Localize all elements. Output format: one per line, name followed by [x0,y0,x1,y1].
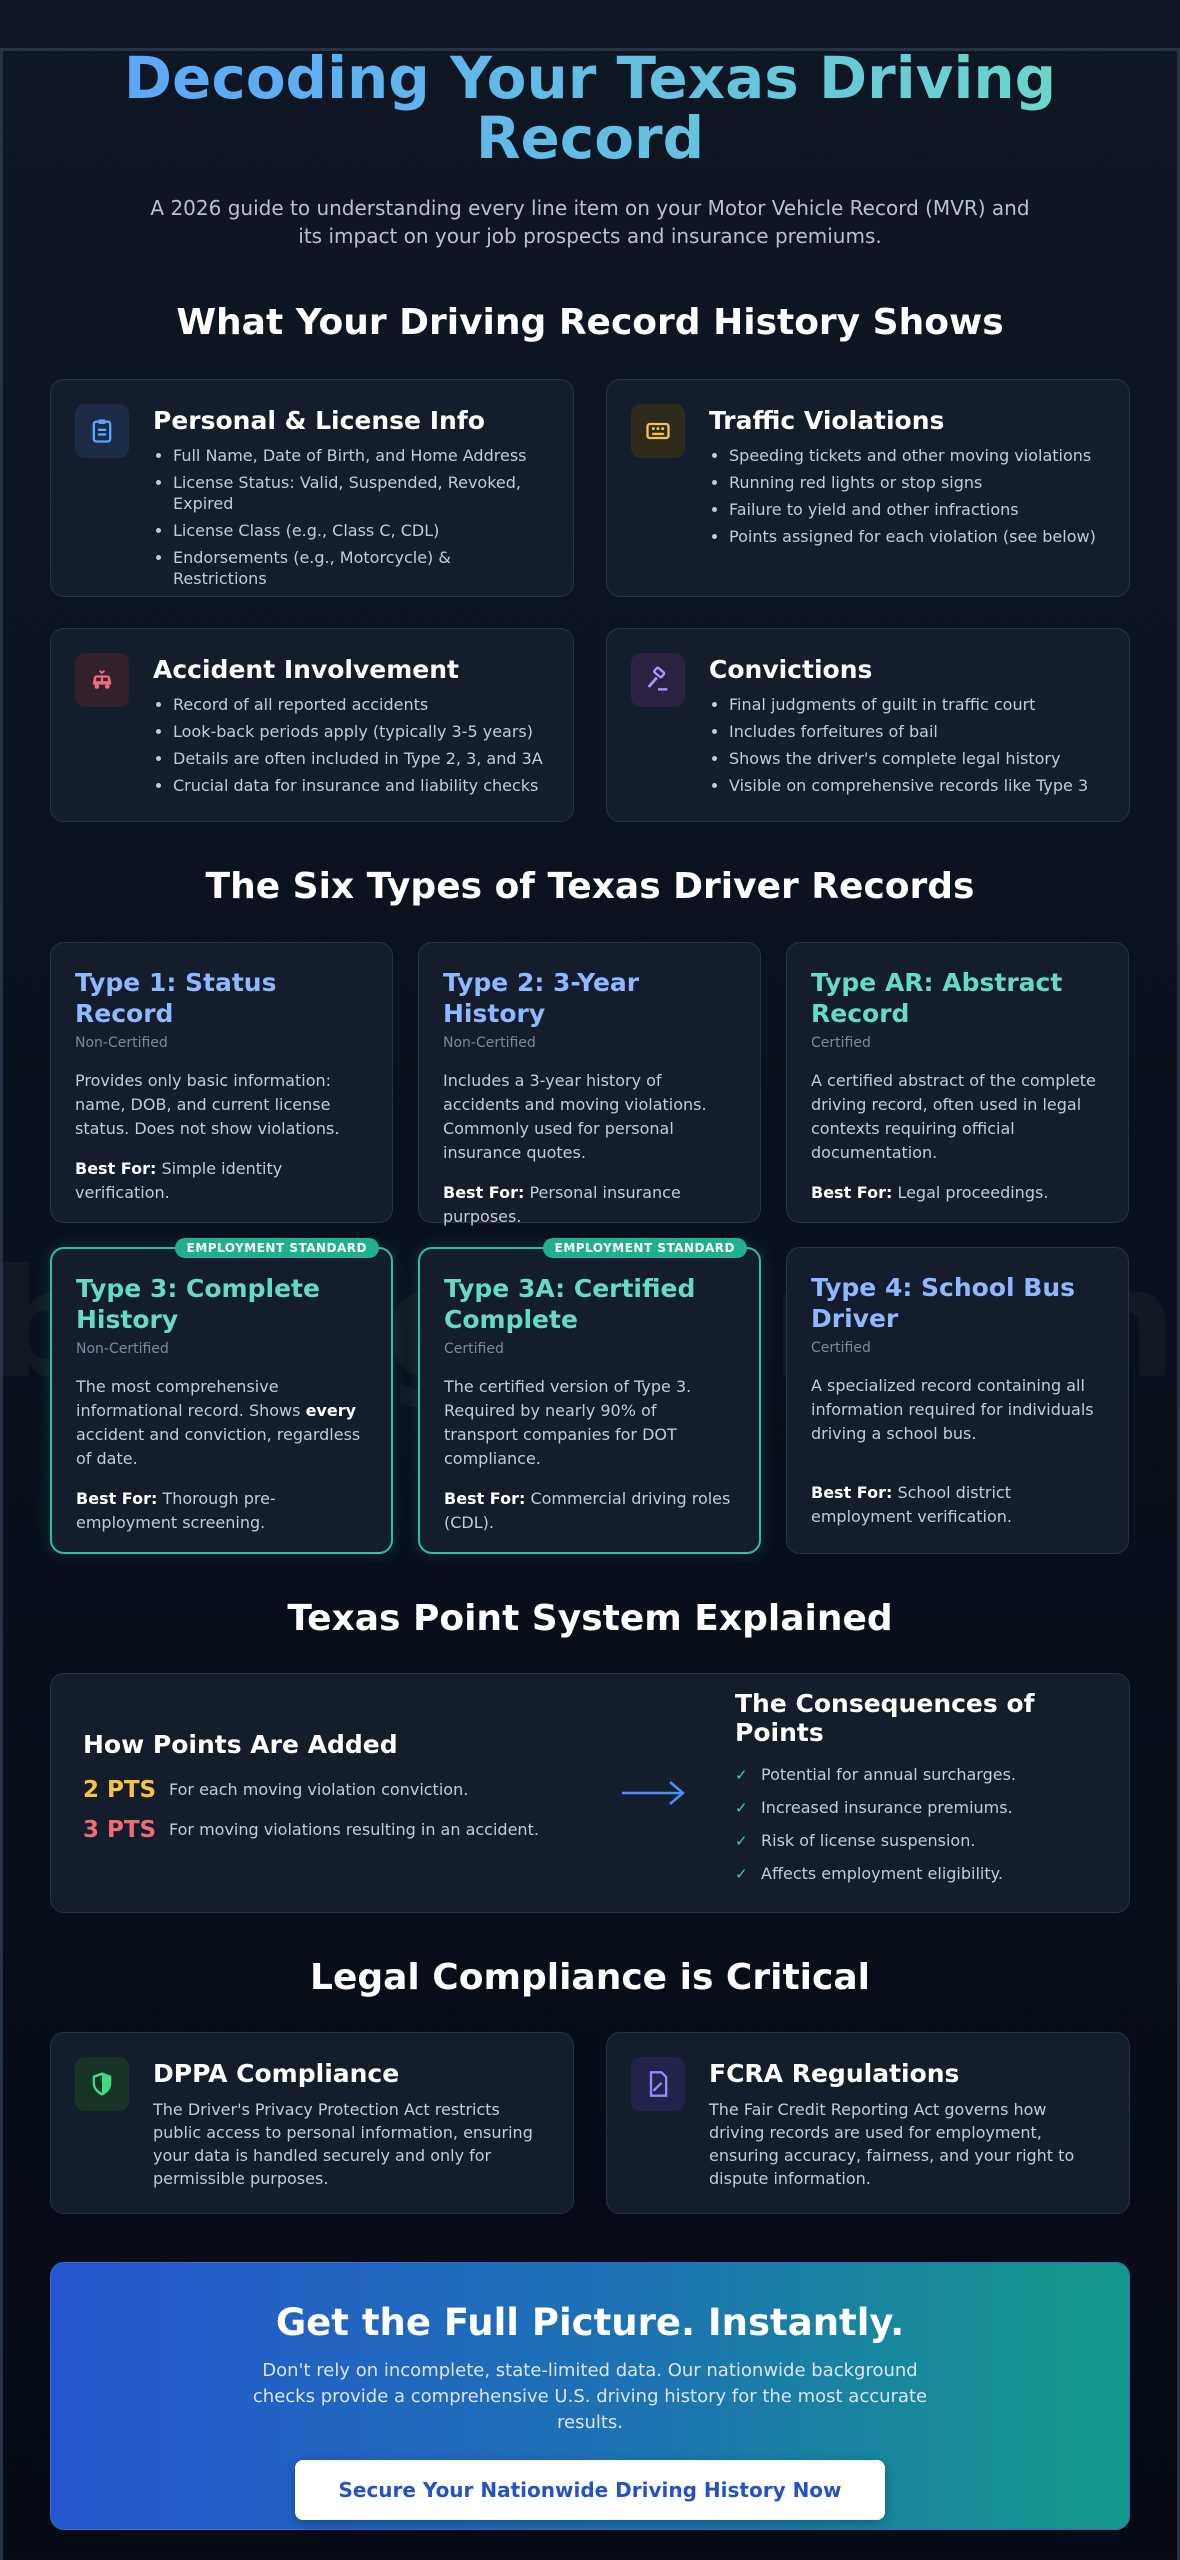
points-value: 2 PTS [83,1776,157,1803]
best-for-value: Simple identity verification. [75,1159,283,1202]
points-added-panel [83,1730,593,1857]
consequence-text: Risk of license suspension. [761,1831,976,1850]
page-container [50,44,1130,2530]
history-grid [50,379,1130,822]
convictions-card [606,628,1130,822]
legal-section-title: Legal Compliance is Critical [310,1957,870,1998]
types-section-title: The Six Types of Texas Driver Records [205,866,975,907]
type-4-title: Type 4: School Bus Driver [811,1273,1076,1333]
points-description: For each moving violation conviction. [169,1780,469,1799]
consequences-panel [713,1689,1097,1897]
car-crash-icon [75,653,129,707]
list-item: • Visible on comprehensive records like Type 3 [729,775,1088,796]
type-3-card [50,1241,393,1554]
best-for-value: Legal proceedings. [897,1183,1049,1202]
best-for-value: Personal insurance purposes. [443,1183,681,1226]
list-item: • Full Name, Date of Birth, and Home Address [173,445,549,466]
points-added-title: How Points Are Added [83,1729,398,1759]
list-item: • Record of all reported accidents [173,694,543,715]
personal-license-list [153,445,549,589]
list-item: • Running red lights or stop signs [729,472,1096,493]
consequence-item [735,1864,1097,1883]
type-1-card [50,942,393,1223]
personal-license-title: Personal & License Info [153,406,485,435]
arrow-right-icon [593,1779,713,1807]
type-2-description: Includes a 3-year history of accidents and moving violations. Commonly used for personal insurance quotes. [443,1071,707,1162]
type-2-best-for [443,1181,736,1229]
type-3-certification: Non-Certified [76,1341,169,1357]
type-ar-certification: Certified [811,1035,871,1051]
secure-driving-history-button[interactable]: Secure Your Nationwide Driving History Now [295,2460,885,2520]
best-for-label: Best For: [75,1159,157,1178]
list-item: • Speeding tickets and other moving violations [729,445,1096,466]
consequence-text: Potential for annual surcharges. [761,1765,1016,1784]
consequence-item [735,1831,1097,1850]
type-3a-description: The certified version of Type 3. Required by nearly 90% of transport companies for DOT compliance. [444,1377,692,1468]
type-3a-title: Type 3A: Certified Complete [444,1274,696,1334]
type-4-best-for [811,1481,1104,1529]
dppa-card [50,2032,574,2214]
points-description: For moving violations resulting in an accident. [169,1820,539,1839]
types-grid [50,942,1130,1554]
fcra-description: The Fair Credit Reporting Act governs how driving records are used for employment, ensuring accuracy, fairness, and your right to dispute information. [709,2100,1075,2188]
best-for-label: Best For: [76,1489,158,1508]
list-item: • Look-back periods apply (typically 3-5 years) [173,721,543,742]
best-for-label: Best For: [811,1183,893,1202]
list-item: • Failure to yield and other infractions [729,499,1096,520]
type-1-description: Provides only basic information: name, DOB, and current license status. Does not show violations. [75,1071,340,1138]
type-1-best-for [75,1157,368,1205]
list-item: • Includes forfeitures of bail [729,721,1088,742]
page-title: Decoding Your Texas Driving Record [50,48,1130,168]
list-item: • Shows the driver's complete legal history [729,748,1088,769]
history-section-title: What Your Driving Record History Shows [176,302,1004,343]
best-for-value: Commercial driving roles (CDL). [444,1489,731,1532]
clipboard-icon [75,404,129,458]
check-icon: ✓ [735,1864,748,1883]
type-ar-description: A certified abstract of the complete driving record, often used in legal contexts requiring official documentation. [811,1071,1096,1162]
accident-involvement-list [153,694,543,796]
type-2-title: Type 2: 3-Year History [443,968,640,1028]
desc-emphasis: every [305,1401,357,1420]
type-3-best-for [76,1487,367,1535]
traffic-violations-card [606,379,1130,597]
type-4-card [786,1247,1129,1554]
type-1-certification: Non-Certified [75,1035,168,1051]
list-item: • Points assigned for each violation (see below) [729,526,1096,547]
list-item: • License Class (e.g., Class C, CDL) [173,520,549,541]
points-value: 3 PTS [83,1816,157,1843]
employment-standard-badge: EMPLOYMENT STANDARD [175,1238,379,1258]
page-subtitle: A 2026 guide to understanding every line item on your Motor Vehicle Record (MVR) and its impact on your job prospects and insurance premiums. [150,196,1030,248]
check-icon: ✓ [735,1798,748,1817]
list-item: • Final judgments of guilt in traffic court [729,694,1088,715]
list-item: • License Status: Valid, Suspended, Revoked, Expired [173,472,549,514]
employment-standard-badge: EMPLOYMENT STANDARD [543,1238,747,1258]
cta-title: Get the Full Picture. Instantly. [275,2301,905,2344]
type-1-title: Type 1: Status Record [75,968,277,1028]
points-row [83,1817,593,1843]
type-4-certification: Certified [811,1340,871,1356]
best-for-value: School district employment verification. [811,1483,1012,1526]
points-card [50,1673,1130,1913]
check-icon: ✓ [735,1765,748,1784]
dppa-description: The Driver's Privacy Protection Act restricts public access to personal information, ensuring your data is handled securely and only for permissible purposes. [153,2100,533,2188]
best-for-value: Thorough pre-employment screening. [76,1489,276,1532]
accident-involvement-card [50,628,574,822]
consequence-text: Increased insurance premiums. [761,1798,1013,1817]
list-item: • Details are often included in Type 2, 3, and 3A [173,748,543,769]
type-ar-title: Type AR: Abstract Record [811,968,1063,1028]
best-for-label: Best For: [811,1483,893,1502]
type-4-description: A specialized record containing all information required for individuals driving a school bus. [811,1376,1094,1443]
type-3-description [76,1375,367,1471]
type-2-card [418,942,761,1226]
convictions-title: Convictions [709,655,873,684]
consequence-item [735,1765,1097,1784]
consequences-title: The Consequences of Points [735,1689,1035,1747]
best-for-label: Best For: [443,1183,525,1202]
dppa-title: DPPA Compliance [153,2059,400,2088]
traffic-light-icon [631,404,685,458]
desc-text: accident and conviction, regardless of date. [76,1425,361,1468]
traffic-violations-list [709,445,1096,547]
type-3a-certification: Certified [444,1341,504,1357]
shield-icon [75,2057,129,2111]
consequence-item [735,1798,1097,1817]
best-for-label: Best For: [444,1489,526,1508]
list-item: • Crucial data for insurance and liability checks [173,775,543,796]
personal-license-card [50,379,574,597]
document-signature-icon [631,2057,685,2111]
check-icon: ✓ [735,1831,748,1850]
type-ar-best-for [811,1181,1104,1205]
type-ar-card [786,942,1129,1223]
fcra-title: FCRA Regulations [709,2059,960,2088]
type-2-certification: Non-Certified [443,1035,536,1051]
convictions-list [709,694,1088,796]
gavel-icon [631,653,685,707]
consequence-text: Affects employment eligibility. [761,1864,1003,1883]
type-3a-best-for [444,1487,735,1535]
points-section-title: Texas Point System Explained [287,1598,893,1639]
type-3a-card [418,1241,761,1554]
list-item: • Endorsements (e.g., Motorcycle) & Restrictions [173,547,549,589]
cta-banner [50,2262,1130,2530]
desc-text: The most comprehensive informational record. Shows [76,1377,306,1420]
type-3-title: Type 3: Complete History [76,1274,320,1334]
accident-involvement-title: Accident Involvement [153,655,460,684]
fcra-card [606,2032,1130,2214]
traffic-violations-title: Traffic Violations [709,406,945,435]
legal-grid [50,2032,1130,2214]
cta-text: Don't rely on incomplete, state-limited data. Our nationwide background checks provide a comprehensive U.S. driving history for the most accurate results. [252,2360,928,2433]
points-row [83,1777,593,1803]
